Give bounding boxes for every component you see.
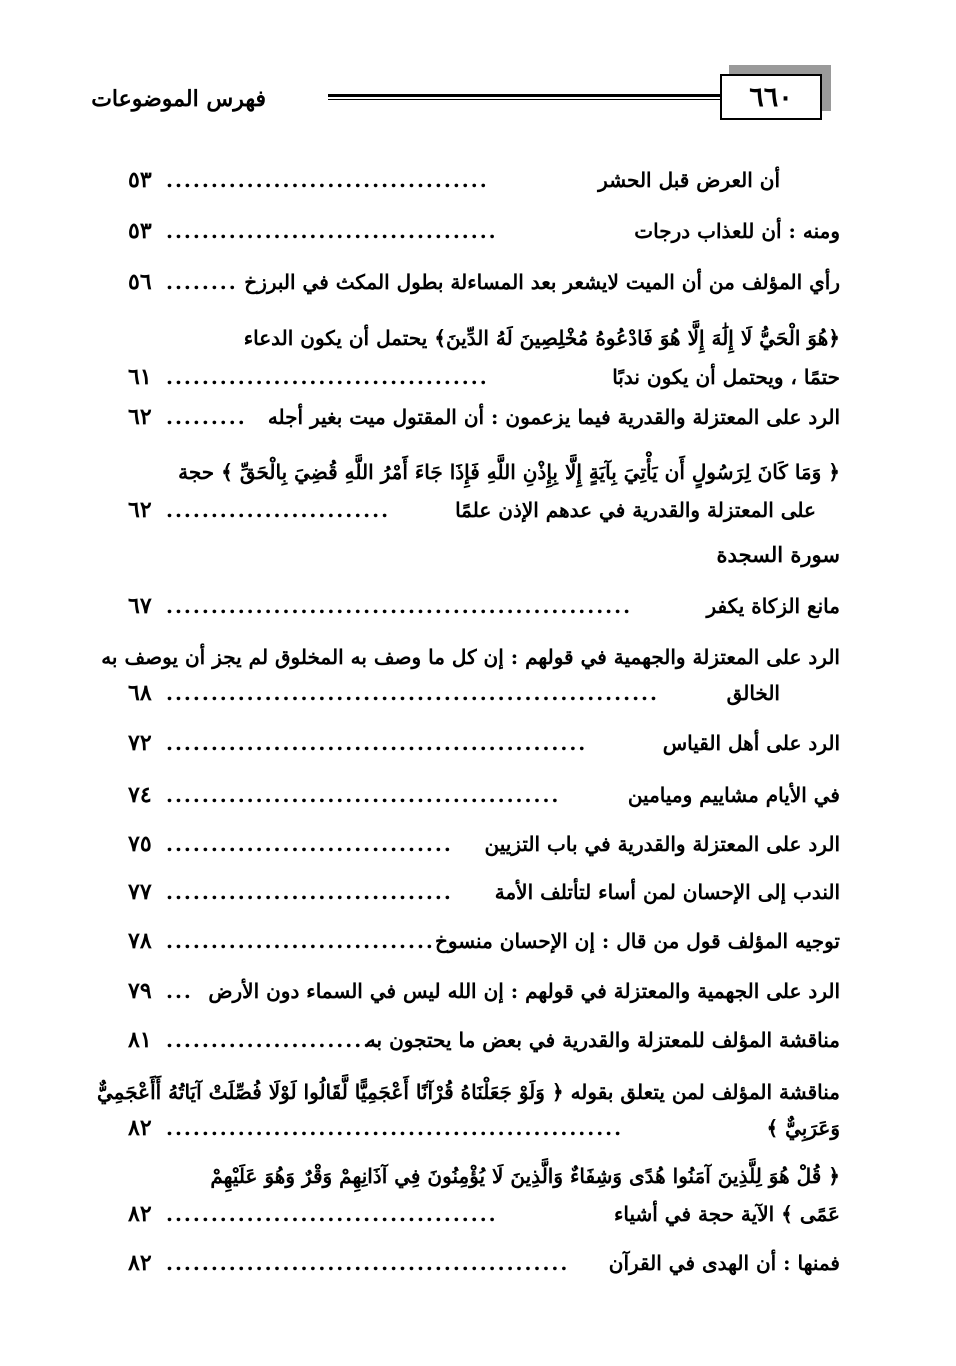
- index-entry: [128, 775, 840, 815]
- index-entry: [128, 262, 840, 302]
- entry-text: الرد على الجهمية والمعتزلة في قولهم : إن الله ليس في السماء دون الأرض: [208, 979, 840, 1003]
- dot-leader: .....................................: [166, 1202, 498, 1226]
- index-entry: [128, 1020, 840, 1060]
- entry-page: ٥٣: [128, 167, 152, 193]
- entry-text: الندب إلى الإحسان لمن أساء لتأتلف الأمة: [494, 880, 840, 904]
- dot-leader: .........................: [166, 498, 391, 522]
- index-entry: [100, 452, 840, 492]
- dot-leader: ...: [166, 979, 193, 1003]
- entry-text: على المعتزلة والقدرية في عدهم الإذن علمًا: [455, 498, 816, 522]
- entry-page: ٥٣: [128, 218, 152, 244]
- entry-text: فمنها : أن الهدى في القرآن: [608, 1251, 840, 1275]
- index-entry: [128, 824, 840, 864]
- entry-page: ٨٢: [128, 1250, 152, 1276]
- entry-text: توجيه المؤلف قول من قال : إن الإحسان منسوخ: [434, 929, 840, 953]
- dot-leader: ...............................................: [166, 731, 588, 755]
- entry-text: الخالق: [726, 681, 780, 705]
- entry-text: الرد على المعتزلة والقدرية في باب التزيين: [484, 832, 840, 856]
- index-entry: [100, 1156, 840, 1196]
- entry-page: ٨٢: [128, 1201, 152, 1227]
- entry-page: ٧٥: [128, 831, 152, 857]
- surah-heading: سورة السجدة: [716, 542, 840, 567]
- entry-page: ٥٦: [128, 269, 152, 295]
- dot-leader: ............................................: [166, 783, 561, 807]
- entry-text: الرد على المعتزلة والجهمية في قولهم : إن كل ما وصف به المخلوق لم يجز أن يوصف به: [101, 645, 840, 669]
- index-entry: [128, 357, 840, 397]
- dot-leader: ...................................................: [166, 1116, 624, 1140]
- index-entry: [128, 673, 780, 713]
- index-entry: [128, 490, 816, 530]
- entry-text: مانع الزكاة يكفر: [706, 594, 840, 618]
- index-entry: [128, 971, 840, 1011]
- entry-page: ٦٢: [128, 404, 152, 430]
- index-entry: [128, 872, 840, 912]
- dot-leader: ................................: [166, 880, 453, 904]
- dot-leader: ....................................................: [166, 594, 633, 618]
- page-number: ٦٦٠: [749, 81, 793, 113]
- index-entry: [97, 1072, 840, 1112]
- dot-leader: ....................................: [166, 168, 489, 192]
- entry-text: حتمًا ، ويحتمل أن يكون ندبًا: [612, 365, 840, 389]
- entry-page: ٧٨: [128, 928, 152, 954]
- dot-leader: ........................: [166, 1028, 382, 1052]
- dot-leader: .....................................: [166, 219, 498, 243]
- entry-page: ٨٢: [128, 1115, 152, 1141]
- entry-text: الرد على المعتزلة والقدرية فيما يزعمون : أن المقتول ميت بغير أجله: [267, 405, 840, 429]
- entry-text: ﴿هُوَ الْحَيُّ لَا إِلَٰهَ إِلَّا هُوَ فَادْعُوهُ مُخْلِصِينَ لَهُ الدِّينَ﴾ يحتمل أن يكون الدعاء: [243, 326, 840, 350]
- index-entry: [100, 318, 840, 358]
- entry-page: ٦١: [128, 364, 152, 390]
- entry-text: ومنه : أن للعذاب درجات: [634, 219, 840, 243]
- index-entry: [128, 1243, 840, 1283]
- index-entry: [128, 211, 840, 251]
- entry-page: ٧٧: [128, 879, 152, 905]
- entry-page: ٧٩: [128, 978, 152, 1004]
- index-entry: [100, 637, 840, 677]
- index-entry: [128, 1108, 840, 1148]
- entry-text: وَعَرَبِيٌّ ﴾: [766, 1116, 840, 1140]
- section-title: فهرس الموضوعات: [91, 86, 266, 112]
- entry-text: ﴿ وَمَا كَانَ لِرَسُولٍ أَن يَأْتِيَ بِآيَةٍ إِلَّا بِإِذْنِ اللَّهِ فَإِذَا جَاءَ أَمْرُ اللَّهِ قُضِيَ بِالْحَقِّ ﴾ حجة: [178, 460, 840, 484]
- entry-page: ٧٢: [128, 730, 152, 756]
- entry-text: الرد على أهل القياس: [662, 731, 840, 755]
- entry-text: عَمًى ﴾ الآية حجة في أشياء: [613, 1202, 840, 1226]
- dot-leader: .............................................: [166, 1251, 570, 1275]
- index-entry: [128, 921, 840, 961]
- entry-page: ٧٤: [128, 782, 152, 808]
- entry-page: ٦٨: [128, 680, 152, 706]
- entry-page: ٨١: [128, 1027, 152, 1053]
- entry-text: مناقشة المؤلف للمعتزلة والقدرية في بعض ما يحتجون به: [365, 1028, 840, 1052]
- entry-text: في الأيام مشاييم وميامين: [627, 783, 840, 807]
- entry-text: مناقشة المؤلف لمن يتعلق بقوله ﴿ وَلَوْ جَعَلْنَاهُ قُرْآنًا أَعْجَمِيًّا لَّقَالُوا لَوْلَا فُصِّلَتْ آيَاتُهُ أَأَعْجَمِيٌّ: [97, 1080, 840, 1104]
- dot-leader: ........: [166, 270, 238, 294]
- dot-leader: .........: [166, 405, 247, 429]
- index-entry: [128, 723, 840, 763]
- dot-leader: .......................................................: [166, 681, 659, 705]
- index-entry: [128, 586, 840, 626]
- entry-text: رأي المؤلف من أن الميت لايشعر بعد المساءلة بطول المكث في البرزخ: [244, 270, 840, 294]
- entry-text: ﴿ قُلْ هُوَ لِلَّذِينَ آمَنُوا هُدًى وَشِفَاءٌ وَالَّذِينَ لَا يُؤْمِنُونَ فِي آذَانِهِمْ وَقْرٌ وَهُوَ عَلَيْهِمْ: [210, 1164, 840, 1188]
- entry-text: أن العرض قبل الحشر: [598, 168, 780, 192]
- dot-leader: ....................................: [166, 365, 489, 389]
- entry-page: ٦٧: [128, 593, 152, 619]
- dot-leader: ................................: [166, 832, 453, 856]
- entry-page: ٦٢: [128, 497, 152, 523]
- index-entry: [128, 1194, 840, 1234]
- dot-leader: ..............................: [166, 929, 435, 953]
- index-entry: [128, 160, 780, 200]
- index-entry: [128, 397, 840, 437]
